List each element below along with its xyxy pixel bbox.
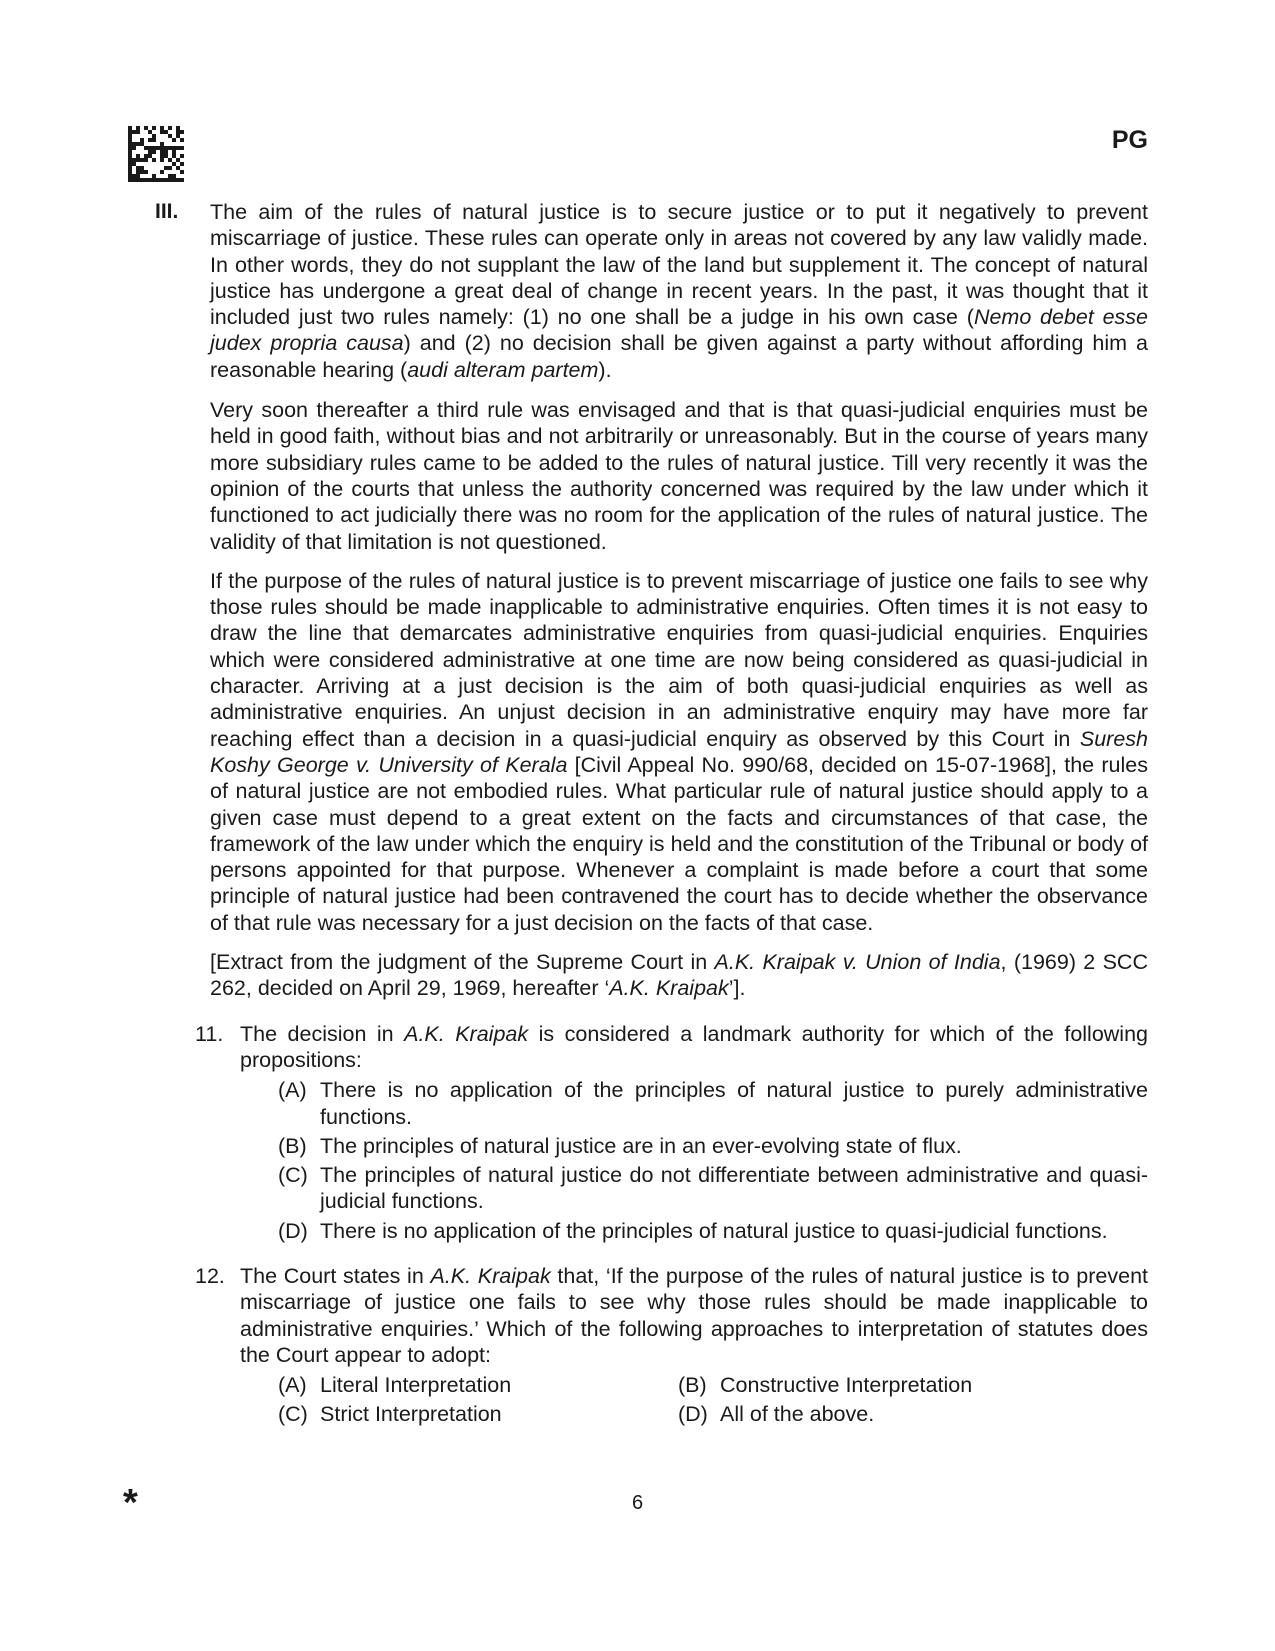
page-number: 6 [631, 1492, 644, 1514]
passage-paragraph [210, 568, 1148, 936]
datamatrix-icon [128, 126, 184, 182]
option-text: Strict Interpretation [320, 1402, 502, 1427]
option-text: Constructive Interpretation [720, 1373, 973, 1398]
italic-text: A.K. Kraipak [609, 976, 729, 1001]
passage-paragraph [210, 199, 1148, 383]
text-run: The decision in [240, 1021, 405, 1046]
answer-option [278, 1372, 678, 1398]
option-letter: (B) [278, 1133, 307, 1158]
question-11 [195, 1021, 1148, 1244]
italic-text: A.K. Kraipak v. Union of India [714, 950, 1001, 975]
option-letter: (A) [278, 1078, 307, 1103]
option-letter: (A) [278, 1373, 307, 1398]
text-run: [Extract from the judgment of the Supreme Court in [210, 950, 715, 975]
text-run: The Court states in [240, 1263, 431, 1288]
text-run: that, ‘If the purpose of the rules of natural justice is to prevent miscarriage of justice one fails to see why those rules should be made inapplicable to administrative enquiries.’ Which of the following approaches to interpretation of statutes does the Court appear to adopt: [240, 1263, 1148, 1367]
text-run: If the purpose of the rules of natural justice is to prevent miscarriage of justice one fails to see why those rules should be made inapplicable to administrative enquiries. Often times it is not easy to draw the line that demarcates administrative enquiries from quasi-judicial enquiries. Enquiries which were considered administrative at one time are now being considered as quasi-judicial in character. Arriving at a just decision is the aim of both quasi-judicial enquiries as well as administrative enquiries. An unjust decision in an administrative enquiry may have more far reaching effect than a decision in a quasi-judicial enquiry as observed by this Court in [210, 568, 1148, 751]
question-stem [240, 1263, 1148, 1368]
question-number: 12. [195, 1263, 225, 1288]
answer-option [278, 1133, 1148, 1159]
italic-text: Suresh Koshy George v. University of Kerala [210, 726, 1148, 777]
italic-text: A.K. Kraipak [404, 1021, 529, 1046]
citation-paragraph [210, 949, 1148, 1002]
section-numeral: III. [155, 200, 179, 223]
option-letter: (C) [278, 1402, 308, 1427]
option-list [278, 1077, 1148, 1244]
italic-text: A.K. Kraipak [430, 1263, 551, 1288]
answer-option [278, 1077, 1148, 1130]
option-text: All of the above. [720, 1402, 875, 1427]
option-text: There is no application of the principles of natural justice to quasi-judicial functions. [320, 1218, 1108, 1243]
option-letter: (D) [678, 1402, 708, 1427]
answer-option [278, 1162, 1148, 1215]
option-letter: (D) [278, 1218, 308, 1243]
option-text: The principles of natural justice are in an ever-evolving state of flux. [320, 1133, 962, 1158]
text-run: The aim of the rules of natural justice is to secure justice or to put it negatively to prevent miscarriage of justice. These rules can operate only in areas not covered by any law validly made. In other words, they do not supplant the law of the land but supplement it. The concept of natural justice has undergone a great deal of change in recent years. In the past, it was thought that it included just two rules namely: (1) no one shall be a judge in his own case ( [210, 200, 1148, 330]
text-run: ) and (2) no decision shall be given against a party without affording him a reasonable hearing ( [210, 331, 1148, 382]
question-list [155, 1021, 1148, 1428]
footer-mark: * [123, 1482, 138, 1524]
italic-text: audi alteram partem [407, 357, 599, 382]
option-text: There is no application of the principles of natural justice to purely administrative functions. [320, 1078, 1148, 1129]
text-run: Very soon thereafter a third rule was envisaged and that is that quasi-judicial enquiries must be held in good faith, without bias and not arbitrarily or unreasonably. But in the course of years many more subsidiary rules came to be added to the rules of natural justice. Till very recently it was the opinion of the courts that unless the authority concerned was required by the law under which it functioned to act judicially there was no room for the application of the rules of natural justice. The validity of that limitation is not questioned. [210, 398, 1148, 554]
text-run: [Civil Appeal No. 990/68, decided on 15-07-1968], the rules of natural justice are not embodied rules. What particular rule of natural justice should apply to a given case must depend to a great extent on the facts and circumstances of that case, the framework of the law under which the enquiry is held and the constitution of the Tribunal or body of persons appointed for that purpose. Whenever a complaint is made before a court that some principle of natural justice had been contravened the court has to decide whether the observance of that rule was necessary for a just decision on the facts of that case. [210, 752, 1148, 935]
passage-paragraph [210, 397, 1148, 555]
option-letter: (B) [678, 1373, 707, 1398]
option-letter: (C) [278, 1163, 308, 1188]
paper-code: PG [1111, 126, 1148, 154]
question-12 [195, 1263, 1148, 1428]
passage [210, 199, 1148, 1002]
text-run: is considered a landmark authority for which of the following propositions: [240, 1021, 1149, 1072]
text-run: ’]. [728, 976, 746, 1001]
question-stem [240, 1021, 1148, 1074]
option-text: Literal Interpretation [320, 1373, 512, 1398]
question-number: 11. [195, 1021, 224, 1046]
answer-option [678, 1401, 1078, 1427]
option-list [278, 1372, 1148, 1428]
answer-option [678, 1372, 1078, 1398]
option-text: The principles of natural justice do not differentiate between administrative and quasi-judicial functions. [320, 1163, 1148, 1214]
text-run: , (1969) 2 SCC 262, decided on April 29, 1969, hereafter ‘ [210, 950, 1148, 1001]
text-run: ). [598, 357, 612, 382]
italic-text: Nemo debet esse judex propria causa [210, 305, 1149, 356]
main-content [155, 199, 1148, 1428]
answer-option [278, 1401, 678, 1427]
answer-option [278, 1218, 1148, 1244]
